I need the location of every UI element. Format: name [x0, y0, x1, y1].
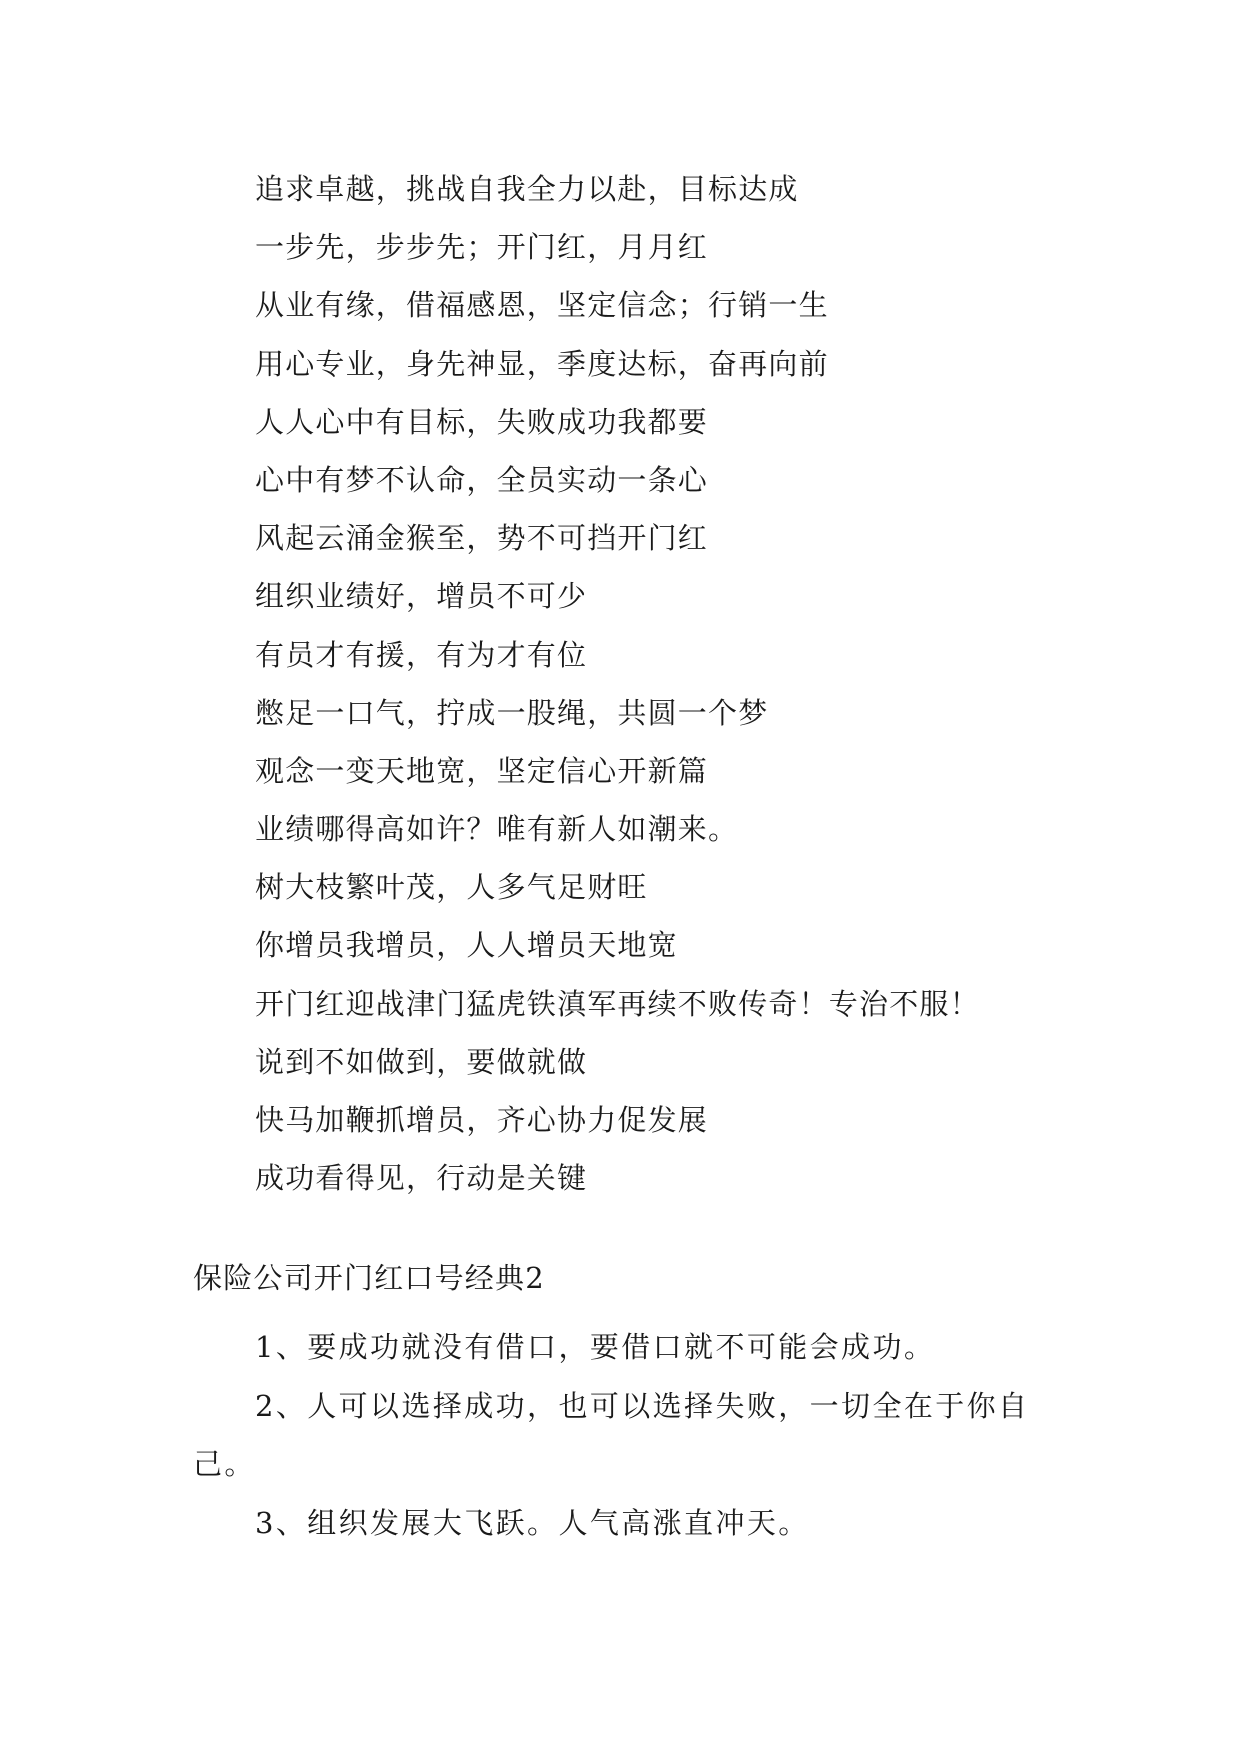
slogan-line: 说到不如做到，要做就做 [255, 1044, 588, 1079]
slogan-line: 从业有缘，借福感恩，坚定信念；行销一生 [255, 288, 829, 323]
numbered-item: 2、人可以选择成功，也可以选择失败，一切全在于你自己。 [193, 1388, 1030, 1481]
slogan-line: 业绩哪得高如许？唯有新人如潮来。 [255, 812, 739, 847]
slogan-line: 一步先，步步先；开门红，月月红 [255, 230, 709, 265]
slogan-line: 组织业绩好，增员不可少 [255, 579, 588, 614]
slogan-line: 憋足一口气，拧成一股绳，共圆一个梦 [255, 695, 769, 730]
slogan-line: 观念一变天地宽，坚定信心开新篇 [255, 753, 709, 788]
numbered-item: 1、要成功就没有借口，要借口就不可能会成功。 [255, 1330, 936, 1364]
slogan-line: 追求卓越，挑战自我全力以赴，目标达成 [255, 172, 799, 206]
slogan-line: 风起云涌金猴至，势不可挡开门红 [255, 521, 709, 556]
slogan-list [255, 160, 980, 1207]
slogan-line: 成功看得见，行动是关键 [255, 1161, 588, 1196]
slogan-line: 树大枝繁叶茂，人多气足财旺 [255, 870, 648, 905]
slogan-line: 快马加鞭抓增员，齐心协力促发展 [255, 1103, 709, 1137]
slogan-line: 用心专业，身先神显，季度达标，奋再向前 [255, 346, 829, 381]
slogan-line: 开门红迎战津门猛虎铁滇军再续不败传奇！专治不服！ [255, 986, 980, 1021]
section-title: 保险公司开门红口号经典2 [193, 1261, 545, 1295]
slogan-line: 心中有梦不认命，全员实动一条心 [255, 462, 709, 497]
numbered-item: 3、组织发展大飞跃。人气高涨直冲天。 [255, 1505, 810, 1540]
slogan-line: 有员才有援，有为才有位 [255, 637, 588, 672]
slogan-line: 人人心中有目标，失败成功我都要 [255, 404, 709, 439]
slogan-line: 你增员我增员，人人增员天地宽 [255, 928, 678, 963]
numbered-item-list [193, 1318, 1053, 1552]
